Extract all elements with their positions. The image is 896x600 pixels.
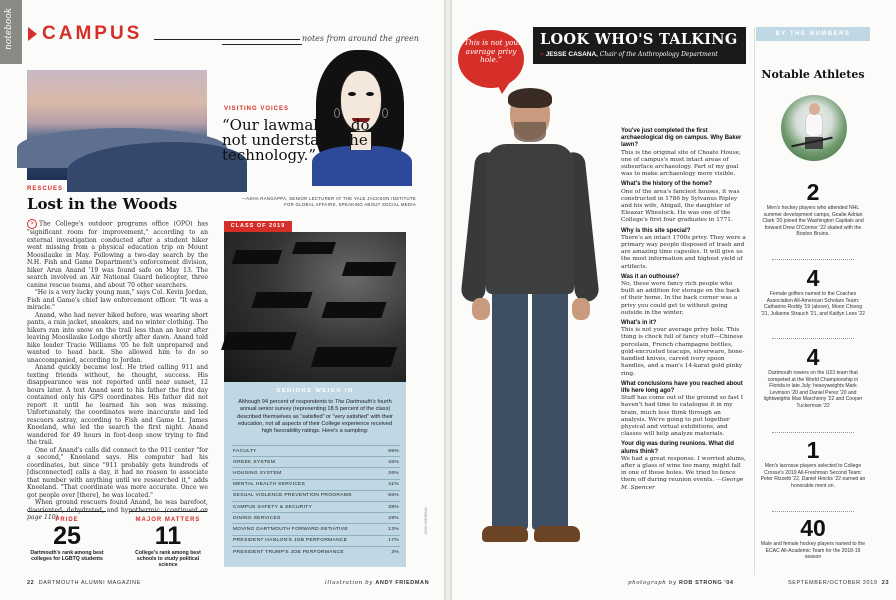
stat-description: Men's hockey players who attended NHL summer development camps, Goalie Adrian Clark '20 joined the Washington Capitals and forward Drew O'Connor '22 skated with the Boston Bruins. — [762, 205, 864, 237]
quote-attribution: —ASHA RANGAPPA, SENIOR LECTURER AT THE YALE JACKSON INSTITUTE FOR GLOBAL AFFAIRS, SPEAKING ABOUT SOCIAL MEDIA — [241, 196, 416, 207]
side-photo-credit: JOHN SHERMAN — [424, 506, 428, 535]
pull-quote: “Our lawmakers do not understand the technology.” — [222, 116, 370, 164]
table-row: HOUSING SYSTEM 26% — [232, 468, 400, 479]
seniors-weigh-in-title: SENIORS WEIGH IN — [276, 388, 354, 394]
interviewee-photo — [458, 90, 604, 570]
dotted-divider — [772, 338, 854, 339]
left-folio: 22 DARTMOUTH ALUMNI MAGAZINE — [27, 580, 141, 586]
major-matters-number: 11 — [154, 522, 182, 550]
golfer-photo — [781, 95, 847, 161]
stat-description: Dartmouth rowers on the U23 team that competed at the World Championship in Florida in late July: heavyweights Mark Levinson '20 and Daniel Perez '20 and lightweights Max Marchiony '22 and Cooper Tuckerman '22 — [763, 370, 863, 409]
table-row: MOVING DARTMOUTH FORWARD INITIATIVE 13% — [232, 524, 400, 535]
stat-number: 2 — [806, 179, 820, 205]
qa-answer: Stuff has come out of the ground so fast I haven't had time to catalogue it in my brain, much less think through an analysis. We're going to put together physical and virtual exhibitions, and classes will help analyze materials. — [621, 395, 744, 438]
major-matters-stat — [129, 511, 207, 571]
graduation-caps-photo — [224, 232, 406, 382]
qa-question: What conclusions have you reached about life here long ago? — [621, 380, 743, 394]
table-row: FACULTY 85% — [232, 446, 400, 457]
stat-number: 1 — [806, 437, 820, 463]
dotted-divider — [772, 432, 854, 433]
qa-answer: This is the original site of Choate House, one of campus's most intact areas of subsurface archaeology. Part of my goal was to make archaeology more visible. — [621, 149, 741, 178]
table-row: PRESIDENT HANLON'S JOB PERFORMANCE 17% — [232, 535, 400, 546]
seniors-weigh-in-box — [224, 382, 406, 567]
pride-number: 25 — [53, 522, 81, 550]
illustration-credit: illustration by ANDY FRIEDMAN — [325, 580, 430, 586]
divider — [154, 39, 300, 40]
left-page — [0, 0, 444, 600]
story-paragraph: > The College's outdoor programs office (OPO) has "significant room for improvement," according to an external investigation conducted after a student hiker went missing from a physical education trip on Mount Moosilauke in May. Following a two-day search by the N.H. Fish and Game Department's enforcement division, hiker Arun Anand '19 was found safe on May 13. The search involved an Air National Guard helicopter, three canine rescue teams, and about 70 other searchers. — [27, 220, 208, 289]
stat-item — [756, 180, 870, 238]
major-matters-caption: College's rank among best schools to study political science — [135, 550, 201, 569]
notebook-tab-label: notebook — [4, 7, 14, 50]
speech-bubble: “This is not your average privy hole.” — [458, 30, 524, 88]
story-paragraph: Anand quickly became lost. He tried calling 911 and texting friends without, he thought, success. His disappearance was not reported until near sunset, 12 hours later. A text Anand sent to his father the first day contained only his GPS coordinates. His father did not report it until he learned his son was missing. Unfortunately, the coordinates were inaccurate and led rescuers astray, according to Fish and Game Lt. James Kneeland, who led the search the first night. Anand wandered for 49 hours in foot-deep snow trying to find the trail. — [27, 364, 208, 446]
table-row: SEXUAL VIOLENCE PREVENTION PROGRAMS 66% — [232, 490, 400, 501]
stat-number: 4 — [806, 344, 820, 370]
rescues-kicker: RESCUES — [27, 186, 64, 192]
stat-description: Male and female hockey players named to the ECAC All-Academic Team for the 2018-19 season — [760, 541, 866, 560]
campus-arrow-icon — [28, 27, 37, 41]
table-row: DINING SERVICES 29% — [232, 513, 400, 524]
table-row: CAMPUS SAFETY & SECURITY 38% — [232, 501, 400, 512]
interviewee-byline: > JESSE CASANA, Chair of the Anthropology Department — [540, 51, 718, 58]
mountain-landscape-photo — [27, 70, 207, 180]
pride-stat — [28, 511, 106, 571]
story-paragraph: Anand, who had never hiked before, was wearing short pants, a rain jacket, sneakers, and no winter clothing. The hikers ran into snow on the trail less than an hour after leaving Moosilauke Lodge shortly after dawn. Anand told hike leader Tracie Williams '05 he felt unprepared and wanted to head back. She allowed him to do so unaccompanied, according to Jordan. — [27, 311, 208, 364]
qa-question: Was it an outhouse? — [621, 273, 680, 280]
by-the-numbers-bar: BY THE NUMBERS — [756, 27, 870, 41]
stat-description: Men's lacrosse players selected to College Crosse's 2019 All-Freshman Second Team: Peter Rizzetti '22. Daniel Hincks '22 earned an honorable ment on. — [760, 463, 866, 489]
qa-question: Your dig was during reunions. What did alums think? — [621, 441, 734, 455]
photo-credit: photograph by ROB STRONG '04 — [628, 580, 734, 586]
pride-caption: Dartmouth's rank among best colleges for LGBTQ students — [30, 550, 104, 563]
stat-item — [756, 266, 870, 317]
stat-item — [756, 438, 870, 489]
notebook-tab — [0, 0, 22, 64]
pride-kicker: PRIDE — [55, 517, 79, 523]
stat-description: Female golfers named to the Coaches Association All-American Scholars Team: Catharine Roddy '19 (above), Moon Chiong '21, Julianne Strauch '21, and Kaitlyn Lees '22 — [760, 291, 865, 317]
survey-table — [232, 445, 400, 557]
qa-question: Why is this site special? — [621, 227, 691, 234]
dotted-divider — [772, 511, 854, 512]
divider — [222, 44, 302, 45]
visiting-voices-kicker: VISITING VOICES — [224, 106, 290, 112]
stat-number: 40 — [800, 515, 826, 541]
qa-answer: One of the area's fanciest houses, it was constructed in 1786 by Sylvanus Ripley and his wife, Abigail, the daughter of Eleazar Wheelock. He was one of the College's first four graduates in 1771. — [621, 188, 740, 224]
table-row: MENTAL HEALTH SERVICES 41% — [232, 479, 400, 490]
survey-intro: Although 94 percent of respondents to The Dartmouth's fourth annual senior survey (representing 18.5 percent of the class) described themselves as “satisfied” or “very satisfied” with their education, not all aspects of their College experience received high favorability ratings. Here's a sampling: — [237, 399, 393, 435]
qa-answer: No, these were fancy rich people who built an addition for storage on the back of their home. In the back corner was a privy you could get to without going outside in the winter. — [621, 281, 740, 316]
major-matters-kicker: MAJOR MATTERS — [135, 517, 201, 523]
page-gutter — [444, 0, 452, 600]
story-headline: Lost in the Woods — [27, 195, 178, 213]
qa-question: What's in it? — [621, 320, 657, 327]
right-folio: SEPTEMBER/OCTOBER 2019 23 — [788, 580, 890, 586]
stat-item — [756, 345, 870, 409]
section-title: CAMPUS — [42, 23, 143, 44]
dotted-divider — [772, 259, 854, 260]
qa-question: What's the history of the home? — [621, 181, 713, 188]
signature: —George M. Spencer — [621, 477, 744, 491]
stat-item — [756, 516, 870, 561]
section-title: LOOK WHO'S TALKING — [540, 31, 738, 48]
arrow-right-icon: > — [27, 219, 37, 229]
notable-athletes-title: Notable Athletes — [761, 68, 865, 81]
section-subtitle: notes from around the green — [302, 34, 419, 43]
story-paragraph: One of Anand's calls did connect to the 911 center "for a second," Kneeland says. His computer had his coordinates, but since "911 probably gets hundreds of [disconnected] calls a day, it had no reason to associate that number with anything until we researched it," adds Kneeland. "That coordinate was more accurate. Once we got people over [there], he was located." — [27, 446, 208, 499]
qa-question: You've just completed the first archaeological dig on campus. Why Baker lawn? — [621, 128, 742, 149]
class-of-2019-tag: CLASS OF 2019 — [224, 221, 292, 232]
continued-link[interactable]: (continued on page 110) — [27, 506, 208, 521]
qa-answer: There's an intact 1700s privy. They were a primary way people disposed of trash and are amazing time capsules. It will give us the most information and highest yield of artifacts. — [621, 234, 746, 270]
story-paragraph: "He is a very lucky young man," says Col. Kevin Jordan, Fish and Game's chief law enforcement officer. "It was a miracle." — [27, 289, 208, 311]
story-paragraph: When ground rescuers found Anand, he was barefoot, disoriented, dehydrated, and hypothermic. (continued on page 110) — [27, 499, 208, 521]
table-row: PRESIDENT TRUMP'S JOB PERFORMANCE 3% — [232, 546, 400, 557]
qa-answer: We had a great response. I worried alums, after a glass of wine too many, might fall in one of these holes. We tried to fence them off during reunion events. —George M. Spencer — [621, 455, 746, 491]
table-row: GREEK SYSTEM 46% — [232, 457, 400, 468]
stat-number: 4 — [806, 265, 820, 291]
qa-answer: This is not your average privy hole. This thing is chock full of fancy stuff—Chinese porcelain, French champagne bottles, gold-encrusted teacups, silverware, bone-handled knives, carved ivory spoon handles, and a man's 14-karat gold pinky ring. — [621, 327, 745, 377]
interview-qa — [621, 125, 747, 571]
